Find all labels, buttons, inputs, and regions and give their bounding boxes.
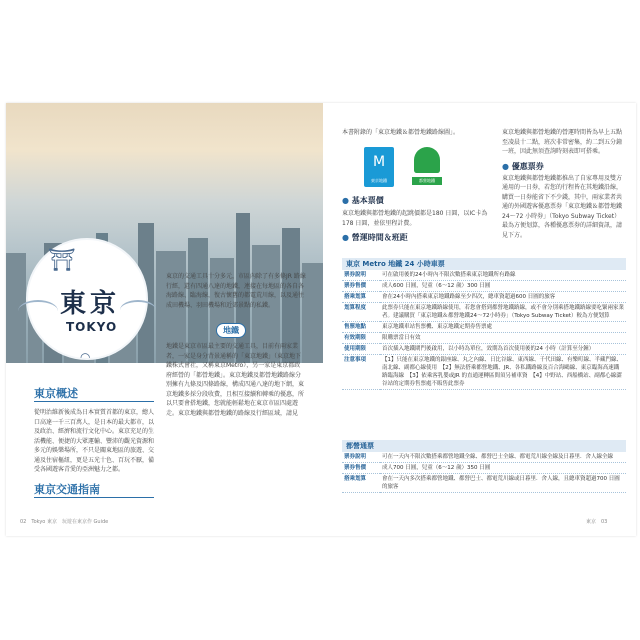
right-footer: 東京 03 (586, 519, 608, 525)
hours-heading: 營運時間＆班距 (351, 233, 408, 242)
subway-tag: 地鐵 (216, 323, 246, 338)
fan-icon: ◠ (80, 350, 91, 364)
transport-intro-text: 東京的交通工具十分多元，市區內除了有多條JR 路線行經，還有四通八達的地鐵，連接在每地區的各自各海路線、臨海線，復古懷舊的都電荒川線，以及通往成田機場、羽田機場和近郊景點的私鐵。 (166, 273, 306, 309)
city-title: 東京 (60, 289, 121, 319)
tokyo-metro-logo: M 東京地鐵 (364, 147, 394, 187)
hours-text: 東京地鐵與都營地鐵的營運時間皆為早上五點至凌晨十二點，班次非常密集，約二到五分鐘一班，因此無須查詢時刻表即可搭乘。 (502, 129, 623, 155)
section-heading-overview: 東京概述 (34, 385, 154, 402)
toei-pass-table: 都營通票 票券說明 可在一天內不限次數搭乘都營地鐵全線、都營巴士全線、都電荒川線全線及日暮里．舍人線全線 票券售價 成人700 日圓，兒童（6～12 歲）350 日圓 搭乘划算 會在一天內多次搭乘都營地鐵、都營巴士、都電荒川線或日暮里．舍人線，且總車資超過700 日圓的旅客 (342, 440, 626, 493)
middle-column (166, 272, 306, 418)
metro-24h-table: 東京 Metro 地鐵 24 小時車票 票券說明 可在啟用後的24小時內不限次數搭乘東京地鐵所有路線 票券售價 成人600 日圓，兒童（6～12 歲）300 日圓 搭乘划算 會在24小時內搭乘東京地鐵路線至少四次，總車資超過600 日圓的旅客 划算程度 此票券只能在東京地鐵路線使用，若您會搭到都營地鐵路線，或不會分別乘搭地鐵路線要吃緊兩家業者。建議購買「東京地鐵＆都營地鐵24～72小時券」（Tokyo Subway Ticket）較為方便划算 售票地點 東京地鐵車站售票機、東京地鐵定期券售票處 有效期限 限購票當日有效 使用期限 首次插入地鐵閘門後啟用，以小時為單位，效期為首次使用後的24 小時（計算至分鐘） 注意事項 【1】只能在東京地鐵的銀座線、丸之內線、日比谷線、東西線、千代田線、有樂町線、半藏門線、南北線、副都心線使用 【2】無法搭乘都營地鐵、JR、各私鐵路線及百合海鷗線、東京臨海高速鐵路臨海線 【3】依乘客乳嬰或JR 的直通運轉區間須另補車資 【4】中野站、西船橋站、副都心線澀谷站的定期券售票處不販售此票券 (342, 258, 626, 390)
discount-heading: 優惠票券 (511, 161, 544, 171)
wave-ornament-right (120, 300, 156, 320)
table1-title: 東京 Metro 地鐵 24 小時車票 (342, 258, 626, 270)
left-column (34, 385, 154, 498)
appendix-intro: 本書附錄的「東京地鐵＆都營地鐵路線圖」。 (342, 129, 460, 136)
toei-subway-logo: 都營地鐵 (412, 147, 442, 187)
torii-icon: ⛩ (48, 248, 76, 273)
discount-text: 東京地鐵與都營地鐵都推出了自家專用及雙方通用的一日券，若您的行程皆在其地鐵沿線，購買一日券能省下不少錢，其中，兩家業者共通的外國遊客優惠票券「東京地鐵＆都營地鐵24～72 小時券」（Tokyo Subway Ticket）最為方便划算，各種優惠票券的詳細資訊，請見下方。 (502, 174, 623, 239)
left-footer: 02 Tokyo 東京 玩遊在東京作 Guide (20, 519, 109, 525)
wave-ornament-left (18, 300, 58, 322)
table2-title: 都營通票 (342, 440, 626, 452)
overview-text: 從明治維新後成為日本實質首都的東京，總人口高達一千三百萬人，是日本的最大都市，以及政治、經濟和流行文化中心。東京充足的生活機能、便捷的大眾運輸、豐沛的觀光資源和多元的娛樂場所，不只是關東地區的旅遊、交通及住宿樞紐，更是五光十色、百玩不厭，備受各國遊客青愛的亞洲魅力之都。 (34, 409, 155, 473)
subway-text: 地鐵是東京市區最主要的交通工具，目前有兩家業者，一家是身分背景通稱的「東京地鐵」（東京地下鐵株式會社，又稱東京Metro），另一家是東京都政府經營的「都營地鐵」。東京地鐵及都營地鐵路線分別擁有九條及四條路線，構成四通八達的地下網，東京地鐵多採分段收費，且相互接續和轉乘的優惠，所以只要會搭地鐵，您就能輕鬆地在東京市區四處遊走。東京地鐵與都營地鐵的路線及行經區域，請見 (166, 343, 305, 417)
section-heading-transport: 東京交通指南 (34, 481, 154, 498)
city-title-latin: TOKYO (66, 320, 118, 334)
right-column: 東京地鐵與都營地鐵的營運時間皆為早上五點至凌晨十二點，班次非常密集，約二到五分鐘一班，因此無須查詢時刻表即可搭乘。 ● 優惠票券 東京地鐵與都營地鐵都推出了自家專用及雙方通用的一日券，若您的行程皆在其地鐵沿線，購買一日券能省下不少錢，其中，兩家業者共通的外國遊客優惠票券「東京地鐵＆都營地鐵24～72 小時券」（Tokyo Subway Ticket）最為方便划算，各種優惠票券的詳細資訊，請見下方。 (502, 128, 626, 240)
basic-fare-text: 東京地鐵與都營地鐵的起跳價都是180 日圓，以IC卡為178 日圓，並依里程計費。 (342, 210, 488, 227)
basic-fare-section: ● 基本票價 東京地鐵與都營地鐵的起跳價都是180 日圓，以IC卡為178 日圓，並依里程計費。 ● 營運時間＆班距 (342, 195, 492, 243)
basic-fare-heading: 基本票價 (351, 196, 384, 205)
